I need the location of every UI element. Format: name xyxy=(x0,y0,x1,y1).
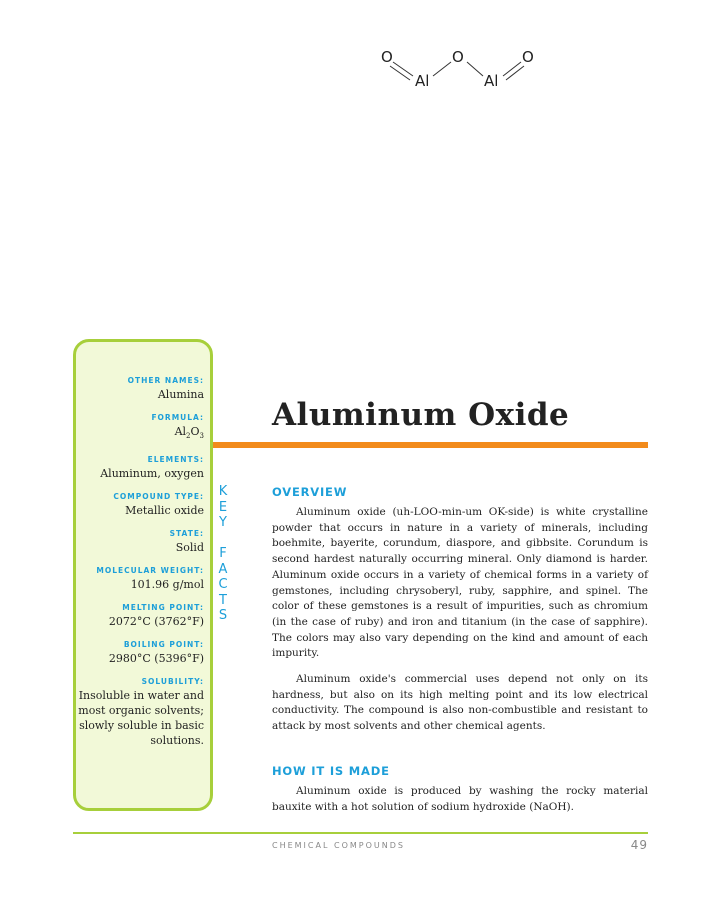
fact-value: 101.96 g/mol xyxy=(130,578,204,592)
overview-paragraph-2: Aluminum oxide's commercial uses depend not only on its hardness, but also on its high melting point and its low electrical conductivity. The compound is also non-combustible and resistant to attack by most solvents and other chemical agents. xyxy=(272,673,648,733)
atom-o-3: O xyxy=(522,48,534,66)
page-number: 49 xyxy=(630,838,648,852)
how-made-heading: HOW IT IS MADE xyxy=(272,764,390,778)
fact-solubility xyxy=(74,676,204,748)
fact-state xyxy=(74,528,204,555)
title-rule xyxy=(213,442,648,448)
fact-value: 2980°C (5396°F) xyxy=(108,652,204,666)
fact-label: ELEMENTS: xyxy=(147,455,204,465)
atom-al-2: Al xyxy=(484,72,499,90)
structure-diagram xyxy=(375,40,555,100)
fact-label: BOILING POINT: xyxy=(123,640,204,650)
structural-formula xyxy=(375,40,555,100)
fact-value: Aluminum, oxygen xyxy=(100,467,204,481)
page-title: Aluminum Oxide xyxy=(272,397,570,433)
fact-molecular-weight xyxy=(74,565,204,592)
key-facts-vertical-label xyxy=(216,484,230,624)
key-facts-list xyxy=(74,375,204,758)
atom-o-2: O xyxy=(452,48,464,66)
fact-value-formula: $Al_2O_3$ xyxy=(174,425,204,441)
footer-rule xyxy=(73,832,648,834)
fact-value: 2072°C (3762°F) xyxy=(108,615,204,629)
fact-label: OTHER NAMES: xyxy=(127,376,204,385)
atom-al-1: Al xyxy=(415,72,430,90)
fact-boiling-point xyxy=(74,639,204,666)
fact-other-names xyxy=(74,375,204,402)
overview-heading: OVERVIEW xyxy=(272,485,348,499)
fact-label: FORMULA: xyxy=(151,413,204,422)
atom-o-1: O xyxy=(381,48,393,66)
how-made-paragraph-1: Aluminum oxide is produced by washing the rocky material bauxite with a hot solution of sodium hydroxide (NaOH). xyxy=(272,785,648,813)
key-facts-sidebar xyxy=(73,339,213,811)
fact-elements xyxy=(74,454,204,481)
running-footer: CHEMICAL COMPOUNDS xyxy=(272,841,405,850)
fact-label: STATE: xyxy=(169,529,204,539)
key-facts-text: K E Y F A C T S xyxy=(218,484,228,623)
fact-value: Solid xyxy=(175,541,204,555)
fact-value: Metallic oxide xyxy=(125,504,204,518)
fact-value: Insoluble in water and most organic solvents; slowly soluble in basic solutions. xyxy=(78,689,204,748)
fact-compound-type xyxy=(74,491,204,518)
fact-label: MELTING POINT: xyxy=(122,603,204,613)
fact-formula xyxy=(74,412,204,444)
fact-melting-point xyxy=(74,602,204,629)
fact-label: SOLUBILITY: xyxy=(141,677,204,687)
fact-label: COMPOUND TYPE: xyxy=(113,492,204,502)
overview-paragraph-1: Aluminum oxide (uh-LOO-min-um OK-side) is white crystalline powder that occurs in nature in a variety of minerals, including boehmite, bayerite, corundum, diaspore, and gibbsite. Corundum is second hardest naturally occurring mineral. Only diamond is harder. Aluminum oxide occurs in a variety of chemical forms in a variety of gemstones, including chrysoberyl, ruby, sapphire, and spinel. The color of these gemstones is a result of impurities, such as chromium (in the case of ruby) and iron and titanium (in the case of sapphire). The colors may also vary depending on the kind and amount of each impurity. xyxy=(272,506,648,660)
fact-value: Alumina xyxy=(157,388,204,401)
fact-label: MOLECULAR WEIGHT: xyxy=(96,566,204,576)
